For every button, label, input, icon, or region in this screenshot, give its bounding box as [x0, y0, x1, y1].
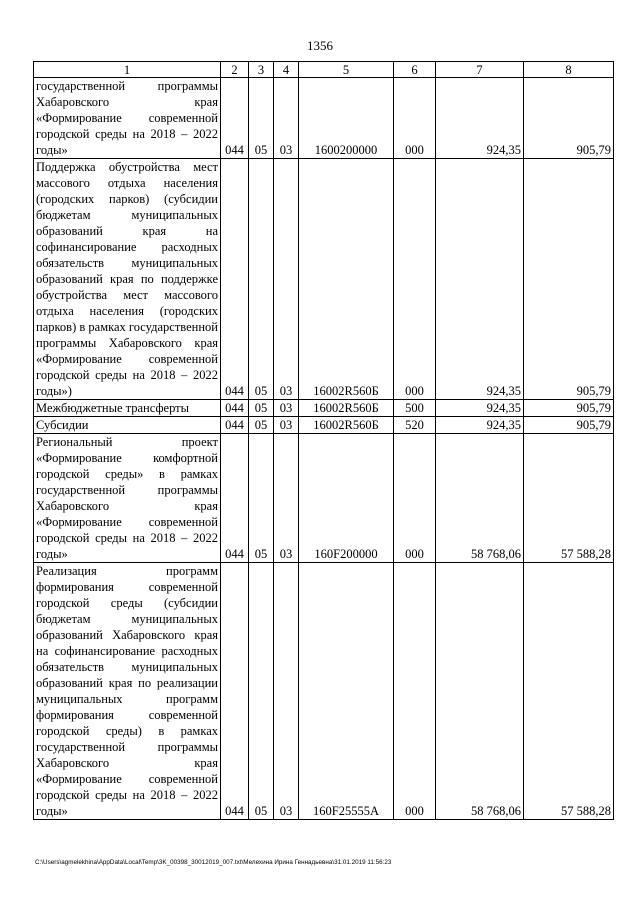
- amount-col-8: 905,79: [524, 78, 614, 159]
- amount-col-7: 58 768,06: [436, 563, 524, 820]
- section-code: 05: [249, 434, 274, 563]
- expense-type-code: 000: [394, 434, 436, 563]
- column-header: 3: [249, 62, 274, 78]
- amount-col-7: 924,35: [436, 417, 524, 434]
- expense-name: Региональный проект «Формирование комфортной городской среды» в рамках государственной программы Хабаровского края «Формирование современной городской среды на 2018 – 2022 годы»: [34, 434, 221, 563]
- table-row: [34, 563, 614, 820]
- expense-type-code: 000: [394, 78, 436, 159]
- target-item-code: 16002R560Б: [299, 417, 394, 434]
- expense-type-code: 000: [394, 159, 436, 400]
- table-row: [34, 400, 614, 417]
- ministry-code: 044: [221, 159, 249, 400]
- ministry-code: 044: [221, 434, 249, 563]
- page-number: 1356: [307, 38, 333, 53]
- expense-type-code: 500: [394, 400, 436, 417]
- subsection-code: 03: [274, 78, 299, 159]
- subsection-code: 03: [274, 400, 299, 417]
- table-row: [34, 159, 614, 400]
- expense-type-code: 520: [394, 417, 436, 434]
- amount-col-8: 905,79: [524, 417, 614, 434]
- column-header: 6: [394, 62, 436, 78]
- budget-table: [33, 61, 614, 820]
- target-item-code: 1600200000: [299, 78, 394, 159]
- file-path-footer: C:\Users\agmelekhina\AppData\Local\Temp\3K_00398_30012019_007.txt\Мелехина Ирина Геннадьевна\31.01.2019 11:56:23: [35, 859, 392, 866]
- subsection-code: 03: [274, 159, 299, 400]
- subsection-code: 03: [274, 563, 299, 820]
- amount-col-8: 57 588,28: [524, 434, 614, 563]
- section-code: 05: [249, 159, 274, 400]
- amount-col-7: 924,35: [436, 78, 524, 159]
- expense-name: государственной программы Хабаровского края «Формирование современной городской среды на 2018 – 2022 годы»: [34, 78, 221, 159]
- expense-name: Субсидии: [34, 417, 221, 434]
- table-row: [34, 78, 614, 159]
- table-row: [34, 434, 614, 563]
- subsection-code: 03: [274, 417, 299, 434]
- section-code: 05: [249, 417, 274, 434]
- column-header: 5: [299, 62, 394, 78]
- expense-name: Реализация программ формирования современной городской среды (субсидии бюджетам муниципальных образований Хабаровского края на софинансирование расходных обязательств муниципальных образований края по реализации муниципальных программ формирования современной городской среды) в рамках государственной программы Хабаровского края «Формирование современной городской среды на 2018 – 2022 годы»: [34, 563, 221, 820]
- expense-name: Межбюджетные трансферты: [34, 400, 221, 417]
- amount-col-7: 924,35: [436, 159, 524, 400]
- amount-col-8: 57 588,28: [524, 563, 614, 820]
- ministry-code: 044: [221, 78, 249, 159]
- expense-type-code: 000: [394, 563, 436, 820]
- ministry-code: 044: [221, 563, 249, 820]
- target-item-code: 160F25555А: [299, 563, 394, 820]
- column-header: 8: [524, 62, 614, 78]
- table-row: [34, 417, 614, 434]
- column-header: 1: [34, 62, 221, 78]
- header-row: [34, 62, 614, 78]
- amount-col-7: 924,35: [436, 400, 524, 417]
- target-item-code: 16002R560Б: [299, 159, 394, 400]
- amount-col-8: 905,79: [524, 159, 614, 400]
- target-item-code: 160F200000: [299, 434, 394, 563]
- ministry-code: 044: [221, 400, 249, 417]
- column-header: 7: [436, 62, 524, 78]
- expense-name: Поддержка обустройства мест массового отдыха населения (городских парков) (субсидии бюджетам муниципальных образований края на софинансирование расходных обязательств муниципальных образований края по поддержке обустройства мест массового отдыха населения (городских парков) в рамках государственной программы Хабаровского края «Формирование современной городской среды на 2018 – 2022 годы»): [34, 159, 221, 400]
- target-item-code: 16002R560Б: [299, 400, 394, 417]
- amount-col-8: 905,79: [524, 400, 614, 417]
- column-header: 4: [274, 62, 299, 78]
- section-code: 05: [249, 563, 274, 820]
- subsection-code: 03: [274, 434, 299, 563]
- section-code: 05: [249, 400, 274, 417]
- column-header: 2: [221, 62, 249, 78]
- amount-col-7: 58 768,06: [436, 434, 524, 563]
- section-code: 05: [249, 78, 274, 159]
- ministry-code: 044: [221, 417, 249, 434]
